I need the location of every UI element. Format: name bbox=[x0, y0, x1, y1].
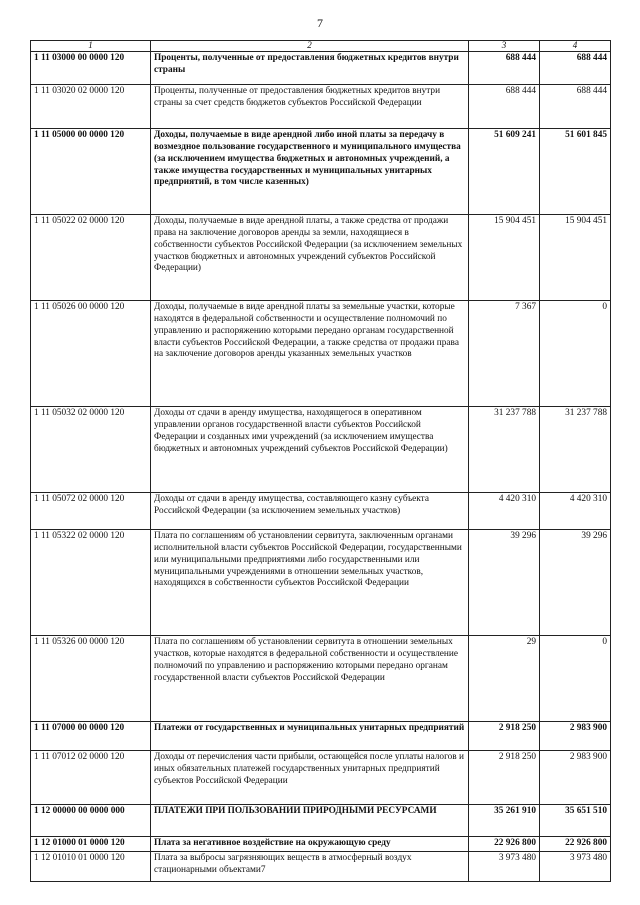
row-value-col3: 688 444 bbox=[469, 84, 540, 128]
row-code: 1 11 05072 02 0000 120 bbox=[31, 492, 151, 529]
row-name: Проценты, полученные от предоставления бюджетных кредитов внутри страны bbox=[151, 51, 469, 84]
row-value-col3: 29 bbox=[469, 635, 540, 721]
table-row bbox=[31, 721, 611, 750]
row-code: 1 11 03000 00 0000 120 bbox=[31, 51, 151, 84]
row-name: Доходы, получаемые в виде арендной платы за земельные участки, которые находятся в федеральной собственности и осуществление полномочий по управлению и распоряжению которыми передано органам государственной власти субъектов Российской Федерации, а также средства от продажи права на заключение договоров аренды указанных земельных участков bbox=[151, 300, 469, 406]
row-value-col3: 3 973 480 bbox=[469, 851, 540, 881]
row-value-col4: 39 296 bbox=[540, 529, 611, 635]
row-value-col3: 22 926 800 bbox=[469, 836, 540, 851]
row-code: 1 11 05026 00 0000 120 bbox=[31, 300, 151, 406]
table-row bbox=[31, 128, 611, 214]
row-value-col3: 31 237 788 bbox=[469, 406, 540, 492]
row-name: Доходы, получаемые в виде арендной либо иной платы за передачу в возмездное пользование государственного и муниципального имущества (за исключением имущества бюджетных и автономных учреждений, а также имущества государственных и муниципальных унитарных предприятий, в том числе казенных) bbox=[151, 128, 469, 214]
row-code: 1 11 07012 02 0000 120 bbox=[31, 750, 151, 804]
column-header: 2 bbox=[151, 41, 469, 52]
row-code: 1 12 01000 01 0000 120 bbox=[31, 836, 151, 851]
row-value-col4: 51 601 845 bbox=[540, 128, 611, 214]
row-value-col3: 4 420 310 bbox=[469, 492, 540, 529]
row-value-col3: 39 296 bbox=[469, 529, 540, 635]
table-row bbox=[31, 635, 611, 721]
row-value-col4: 0 bbox=[540, 300, 611, 406]
table-row bbox=[31, 406, 611, 492]
row-code: 1 11 07000 00 0000 120 bbox=[31, 721, 151, 750]
row-code: 1 11 05032 02 0000 120 bbox=[31, 406, 151, 492]
row-value-col4: 2 983 900 bbox=[540, 721, 611, 750]
row-name: Плата по соглашениям об установлении сервитута в отношении земельных участков, которые находятся в федеральной собственности и осуществление полномочий по управлению и распоряжению которыми передано органам государственной власти субъектов Российской Федерации bbox=[151, 635, 469, 721]
row-value-col4: 15 904 451 bbox=[540, 214, 611, 300]
column-header: 4 bbox=[540, 41, 611, 52]
table-row bbox=[31, 51, 611, 84]
row-value-col4: 0 bbox=[540, 635, 611, 721]
table-row bbox=[31, 492, 611, 529]
row-code: 1 11 05022 02 0000 120 bbox=[31, 214, 151, 300]
row-code: 1 11 05322 02 0000 120 bbox=[31, 529, 151, 635]
row-value-col3: 2 918 250 bbox=[469, 721, 540, 750]
table-row bbox=[31, 851, 611, 881]
row-value-col4: 688 444 bbox=[540, 84, 611, 128]
column-header: 3 bbox=[469, 41, 540, 52]
row-value-col3: 2 918 250 bbox=[469, 750, 540, 804]
row-name: Доходы от сдачи в аренду имущества, находящегося в оперативном управлении органов государственной власти субъектов Российской Федерации и созданных ими учреждений (за исключением имущества бюджетных и автономных учреждений субъектов Российской Федерации) bbox=[151, 406, 469, 492]
row-value-col4: 22 926 800 bbox=[540, 836, 611, 851]
row-name: Проценты, полученные от предоставления бюджетных кредитов внутри страны за счет средств бюджетов субъектов Российской Федерации bbox=[151, 84, 469, 128]
row-value-col3: 688 444 bbox=[469, 51, 540, 84]
row-code: 1 11 05326 00 0000 120 bbox=[31, 635, 151, 721]
row-value-col4: 688 444 bbox=[540, 51, 611, 84]
row-value-col4: 35 651 510 bbox=[540, 804, 611, 836]
row-value-col3: 7 367 bbox=[469, 300, 540, 406]
row-code: 1 11 05000 00 0000 120 bbox=[31, 128, 151, 214]
row-name: Платежи от государственных и муниципальных унитарных предприятий bbox=[151, 721, 469, 750]
table-row bbox=[31, 804, 611, 836]
row-name: Плата за негативное воздействие на окружающую среду bbox=[151, 836, 469, 851]
page-number: 7 bbox=[317, 16, 323, 30]
row-value-col4: 3 973 480 bbox=[540, 851, 611, 881]
table-body bbox=[31, 41, 611, 882]
column-header-row bbox=[31, 41, 611, 52]
row-name: Плата за выбросы загрязняющих веществ в атмосферный воздух стационарными объектами7 bbox=[151, 851, 469, 881]
row-name: ПЛАТЕЖИ ПРИ ПОЛЬЗОВАНИИ ПРИРОДНЫМИ РЕСУРСАМИ bbox=[151, 804, 469, 836]
row-code: 1 12 01010 01 0000 120 bbox=[31, 851, 151, 881]
row-value-col4: 31 237 788 bbox=[540, 406, 611, 492]
table-row bbox=[31, 529, 611, 635]
row-value-col3: 51 609 241 bbox=[469, 128, 540, 214]
row-name: Плата по соглашениям об установлении сервитута, заключенным органами исполнительной власти субъектов Российской Федерации, государственными или муниципальными предприятиями либо государственными или муниципальными учреждениями в отношении земельных участков, находящихся в собственности субъектов Российской Федерации bbox=[151, 529, 469, 635]
table-row bbox=[31, 84, 611, 128]
budget-revenue-table bbox=[30, 40, 611, 882]
row-value-col4: 2 983 900 bbox=[540, 750, 611, 804]
row-name: Доходы, получаемые в виде арендной платы, а также средства от продажи права на заключение договоров аренды за земли, находящиеся в собственности субъектов Российской Федерации (за исключением земельных участков бюджетных и автономных учреждений субъектов Российской Федерации) bbox=[151, 214, 469, 300]
row-value-col3: 35 261 910 bbox=[469, 804, 540, 836]
column-header: 1 bbox=[31, 41, 151, 52]
table-row bbox=[31, 300, 611, 406]
row-value-col4: 4 420 310 bbox=[540, 492, 611, 529]
row-name: Доходы от перечисления части прибыли, остающейся после уплаты налогов и иных обязательных платежей государственных унитарных предприятий субъектов Российской Федерации bbox=[151, 750, 469, 804]
row-code: 1 11 03020 02 0000 120 bbox=[31, 84, 151, 128]
row-name: Доходы от сдачи в аренду имущества, составляющего казну субъекта Российской Федерации (за исключением земельных участков) bbox=[151, 492, 469, 529]
table-row bbox=[31, 750, 611, 804]
row-value-col3: 15 904 451 bbox=[469, 214, 540, 300]
table-row bbox=[31, 836, 611, 851]
table-row bbox=[31, 214, 611, 300]
row-code: 1 12 00000 00 0000 000 bbox=[31, 804, 151, 836]
